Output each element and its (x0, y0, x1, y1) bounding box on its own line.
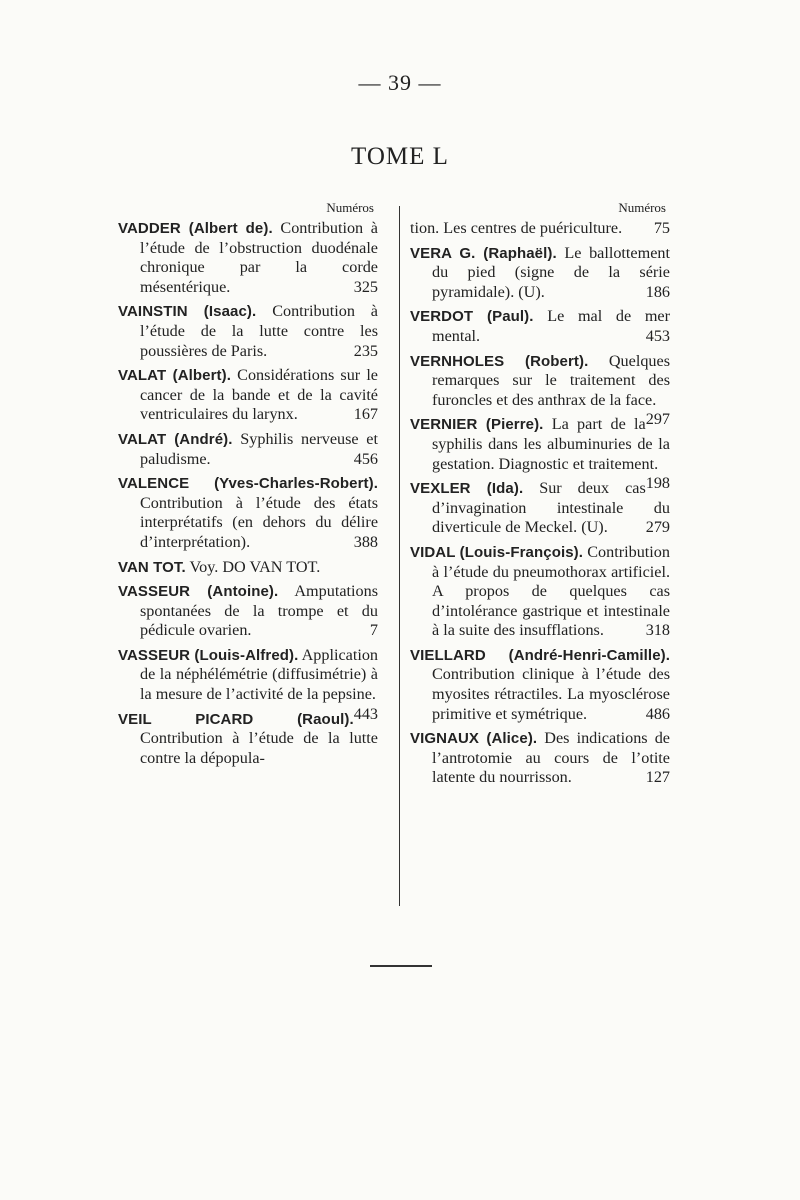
entry-number: 318 (645, 621, 670, 640)
entry-author: VERDOT (Paul). (410, 308, 534, 326)
index-entry (118, 710, 378, 769)
entry-title: Le ballottement du pied (signe de la série pyramidale). (U). (432, 243, 670, 301)
entry-title: Quelques remarques sur le traitement des furoncles et des anthrax de la face. (432, 351, 670, 409)
entry-title: Application de la néphélémétrie (diffusimétrie) à la mesure de l’activité de la pepsine. (140, 645, 379, 704)
left-column (118, 200, 378, 773)
entry-title: Syphilis nerveuse et paludisme. (140, 429, 378, 468)
entry-author: VIELLARD (André-Henri-Camille). (410, 646, 670, 664)
left-entry-list (118, 219, 378, 768)
entry-title: Amputations spontanées de la trompe et du pédicule ovarien. (140, 582, 378, 640)
entry-number: 443 (353, 704, 378, 723)
entry-title: Le mal de mer mental. (432, 307, 670, 345)
entry-title: tion. Les centres de puériculture. (410, 219, 623, 237)
right-column (410, 200, 670, 793)
index-entry (118, 558, 378, 578)
entry-author: VASSEUR (Antoine). (118, 583, 279, 601)
index-entry (410, 479, 670, 538)
entry-author: VASSEUR (Louis-Alfred). (118, 646, 299, 664)
entry-title: Contribution clinique à l’étude des myosites rétractiles. La myosclérose primitive et symétrique. (432, 665, 670, 723)
entry-title: La part de la syphilis dans les albuminuries de la gestation. Diagnostic et traitement. (432, 415, 670, 473)
index-entry (118, 366, 378, 425)
column-divider (399, 206, 400, 906)
entry-number: 198 (645, 474, 670, 493)
entry-author: VIDAL (Louis-François). (410, 543, 584, 561)
entry-author: VAINSTIN (Isaac). (118, 303, 257, 321)
entry-author: VALAT (André). (118, 430, 233, 448)
entry-author: VAN TOT. (118, 558, 186, 576)
left-column-heading: Numéros (326, 200, 374, 215)
entry-number: 456 (353, 449, 378, 468)
page-number: — 39 — (358, 70, 442, 95)
entry-number: 167 (353, 405, 378, 424)
entry-number: 127 (645, 768, 670, 787)
bottom-rule (370, 965, 432, 967)
entry-title: Voy. DO VAN TOT. (189, 557, 321, 576)
entry-number: 486 (645, 704, 670, 723)
entry-title: Contribution à l’étude de la lutte contre la dépopula- (140, 729, 378, 767)
entry-author: VALAT (Albert). (118, 367, 232, 385)
entry-author: VEXLER (Ida). (410, 480, 524, 498)
entry-author: VERNHOLES (Robert). (410, 352, 589, 370)
entry-author: VERNIER (Pierre). (410, 416, 544, 434)
entry-author: VEIL PICARD (Raoul). (118, 710, 354, 728)
entry-title: Contribution à l’étude de la lutte contre les poussières de Paris. (140, 302, 378, 360)
index-entry (118, 302, 378, 361)
entry-author: VADDER (Albert de). (118, 220, 273, 237)
entry-title: Des indications de l’antrotomie au cours de l’otite latente du nourrisson. (432, 729, 670, 787)
entry-number: 235 (353, 341, 378, 360)
entry-author: VERA G. (Raphaël). (410, 244, 557, 262)
entry-title: Sur deux cas d’invagination intestinale du diverticule de Meckel. (U). (432, 479, 670, 537)
index-entry (118, 474, 378, 552)
right-entry-list (410, 219, 670, 788)
index-entry (410, 244, 670, 303)
entry-author: VALENCE (Yves-Charles-Robert). (118, 475, 378, 493)
index-entry (410, 729, 670, 788)
entry-number: 388 (353, 532, 378, 551)
entry-number: 453 (645, 326, 670, 345)
entry-title: Contribution à l’étude des états interprétatifs (en dehors du délire d’interprétation). (140, 493, 378, 551)
index-entry (410, 307, 670, 346)
index-entry (410, 646, 670, 724)
entry-number: 75 (653, 219, 670, 237)
entry-number: 186 (645, 282, 670, 301)
entry-number: 279 (645, 518, 670, 537)
entry-title: Considérations sur le cancer de la bande et de la cavité ventriculaires du larynx. (140, 366, 378, 424)
entry-number: 7 (369, 621, 378, 640)
page-title: TOME L (351, 143, 449, 170)
right-column-heading: Numéros (618, 200, 666, 215)
entry-title: Contribution à l’étude de l’obstruction duodénale chronique par la corde mésentérique. (140, 219, 378, 296)
entry-author: VIGNAUX (Alice). (410, 730, 538, 748)
entry-number: 297 (645, 410, 670, 429)
index-entry (410, 219, 670, 239)
index-entry (410, 543, 670, 641)
entry-title: Contribution à l’étude du pneumothorax artificiel. A propos de quelques cas d’intolérance gastrique et intestinale à la suite des insufflations. (432, 542, 670, 640)
index-entry (118, 430, 378, 469)
index-entry (118, 582, 378, 641)
index-entry (118, 219, 378, 297)
entry-number: 325 (353, 277, 378, 296)
